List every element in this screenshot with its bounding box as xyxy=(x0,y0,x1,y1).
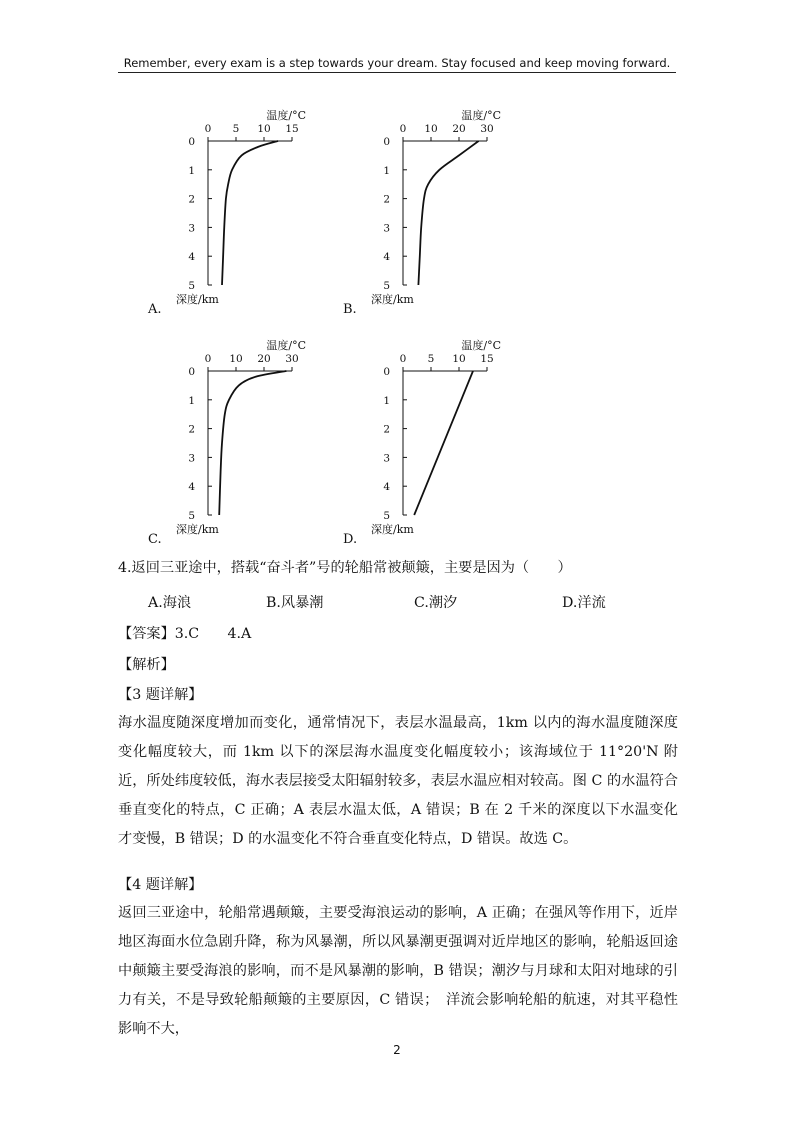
y-tick-label: 4 xyxy=(383,251,390,264)
x-axis-label: 温度/°C xyxy=(461,109,501,122)
x-tick-label: 15 xyxy=(285,123,299,135)
analysis-heading: 【解析】 xyxy=(118,657,175,673)
x-tick-label: 10 xyxy=(257,123,271,135)
chart-a-svg xyxy=(160,104,340,316)
y-tick-label: 4 xyxy=(188,251,195,264)
y-tick-label: 0 xyxy=(383,366,390,378)
chart-c-svg xyxy=(160,334,340,546)
y-tick-label: 5 xyxy=(383,510,390,522)
y-tick-label: 0 xyxy=(188,136,195,148)
temperature-curve xyxy=(219,371,286,515)
x-tick-label: 20 xyxy=(452,123,466,135)
temperature-curve xyxy=(414,371,473,515)
y-tick-label: 4 xyxy=(188,481,195,494)
y-tick-label: 3 xyxy=(188,222,195,235)
temperature-curve xyxy=(418,141,478,285)
chart-b xyxy=(355,104,535,316)
chart-b-svg xyxy=(355,104,535,316)
y-tick-label: 5 xyxy=(383,280,390,292)
chart-c xyxy=(160,334,340,546)
y-tick-label: 5 xyxy=(188,280,195,292)
q4-heading: 【4 题详解】 xyxy=(118,877,203,893)
x-tick-label: 10 xyxy=(424,123,438,135)
y-tick-label: 3 xyxy=(383,452,390,465)
y-tick-label: 3 xyxy=(383,222,390,235)
header-rule xyxy=(118,72,676,73)
answer-line: 【答案】3.C 4.A xyxy=(118,626,252,642)
option-b: B.风暴潮 xyxy=(266,595,324,611)
option-c: C.潮汐 xyxy=(414,595,458,611)
page-number: 2 xyxy=(393,1043,401,1057)
q3-explanation: 海水温度随深度增加而变化，通常情况下，表层水温最高，1km 以内的海水温度随深度变化幅度较大，而 1km 以下的深层海水温度变化幅度较小；该海域位于 11°20'N 附近，所处纬度较低，海水表层接受太阳辐射较多，表层水温应相对较高。图 C 的水温符合垂直变化的特点，C 正确；A 表层水温太低，A 错误；B 在 2 千米的深度以下水温变化才变慢，B 错误；D 的水温变化不符合垂直变化特点，D 错误。故选 C。 xyxy=(118,715,678,847)
x-tick-label: 0 xyxy=(399,123,407,135)
x-tick-label: 10 xyxy=(452,353,466,365)
option-a: A.海浪 xyxy=(148,595,192,611)
x-tick-label: 5 xyxy=(427,353,435,365)
chart-a-letter: A. xyxy=(148,302,162,317)
x-tick-label: 0 xyxy=(204,123,212,135)
y-tick-label: 1 xyxy=(188,164,195,177)
y-tick-label: 1 xyxy=(383,164,390,177)
y-tick-label: 0 xyxy=(383,136,390,148)
option-d: D.洋流 xyxy=(562,595,606,611)
x-tick-label: 5 xyxy=(232,123,240,135)
y-tick-label: 2 xyxy=(188,193,195,206)
y-tick-label: 1 xyxy=(383,394,390,407)
y-axis-label: 深度/km xyxy=(176,523,219,536)
y-tick-label: 2 xyxy=(383,423,390,436)
x-tick-label: 10 xyxy=(229,353,243,365)
y-axis-label: 深度/km xyxy=(371,293,414,306)
x-axis-label: 温度/°C xyxy=(461,339,501,352)
x-axis-label: 温度/°C xyxy=(266,339,306,352)
y-tick-label: 2 xyxy=(188,423,195,436)
x-tick-label: 0 xyxy=(204,353,212,365)
chart-c-letter: C. xyxy=(148,532,162,547)
y-axis-label: 深度/km xyxy=(176,293,219,306)
chart-d-svg xyxy=(355,334,535,546)
y-tick-label: 3 xyxy=(188,452,195,465)
chart-a xyxy=(160,104,340,316)
chart-d xyxy=(355,334,535,546)
y-tick-label: 2 xyxy=(383,193,390,206)
chart-b-letter: B. xyxy=(343,302,357,317)
y-tick-label: 4 xyxy=(383,481,390,494)
question-4-stem: 4.返回三亚途中，搭载“奋斗者”号的轮船常被颠簸，主要是因为（ ） xyxy=(118,560,572,576)
temperature-curve xyxy=(222,141,278,285)
x-tick-label: 30 xyxy=(480,123,494,135)
y-tick-label: 5 xyxy=(188,510,195,522)
x-tick-label: 20 xyxy=(257,353,271,365)
y-tick-label: 1 xyxy=(188,394,195,407)
y-axis-label: 深度/km xyxy=(371,523,414,536)
x-tick-label: 30 xyxy=(285,353,299,365)
x-tick-label: 15 xyxy=(480,353,494,365)
y-tick-label: 0 xyxy=(188,366,195,378)
q4-explanation: 返回三亚途中，轮船常遇颠簸，主要受海浪运动的影响，A 正确；在强风等作用下，近岸地区海面水位急剧升降，称为风暴潮，所以风暴潮更强调对近岸地区的影响，轮船返回途中颠簸主要受海浪的影响，而不是风暴潮的影响，B 错误；潮汐与月球和太阳对地球的引力有关，不是导致轮船颠簸的主要原因，C 错误； 洋流会影响轮船的航速，对其平稳性影响不大， xyxy=(118,905,678,1037)
q3-heading: 【3 题详解】 xyxy=(118,687,203,703)
page-header: Remember, every exam is a step towards your dream. Stay focused and keep moving forward. xyxy=(123,56,671,70)
chart-d-letter: D. xyxy=(343,532,358,547)
x-tick-label: 0 xyxy=(399,353,407,365)
x-axis-label: 温度/°C xyxy=(266,109,306,122)
